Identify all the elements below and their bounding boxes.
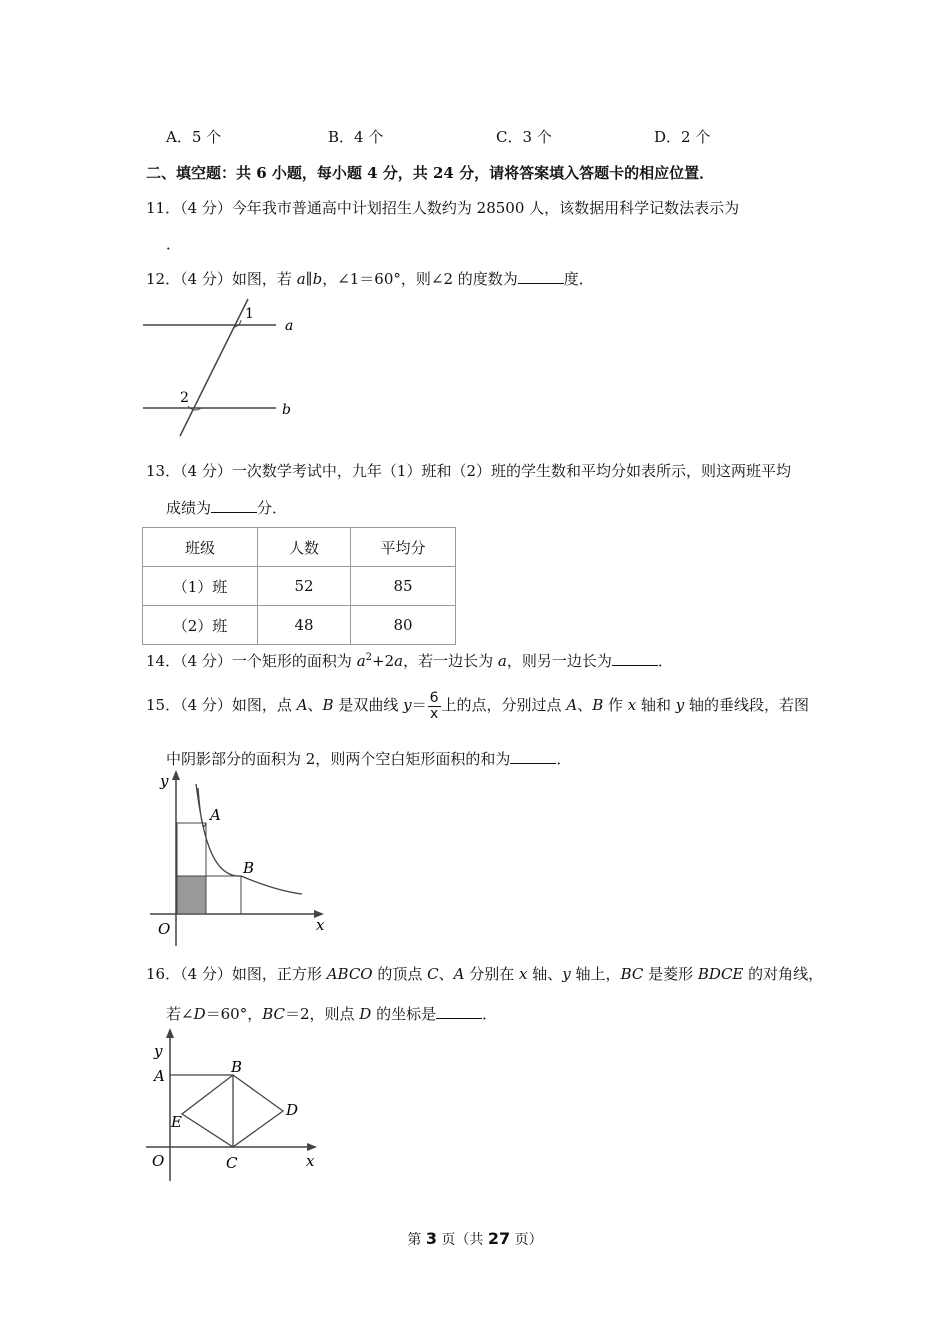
question-12: 12．（4 分）如图，若 a∥b，∠1＝60°，则∠2 的度数为 度． xyxy=(146,270,594,288)
origin-label: O xyxy=(152,1152,165,1170)
question-16: 16．（4 分）如图，正方形 ABCO 的顶点 C、A 分别在 x 轴、y 轴上，BC 是菱形 BDCE 的对角线， xyxy=(146,965,824,983)
y-axis-arrow xyxy=(172,770,180,780)
point-c-label: C xyxy=(226,1154,238,1172)
question-15: 15．（4 分）如图，点 A、B 是双曲线 y＝ $\frac{6}{x}$ 上的点，分别过点 A、B 作 x 轴和 y 轴的垂线段，若图 xyxy=(146,689,810,722)
shaded-rectangle xyxy=(177,876,206,914)
x-label: x xyxy=(306,1152,315,1170)
table-cell: 48 xyxy=(258,606,351,645)
q16-line2: 若∠D＝60°，BC＝2，则点 D 的坐标是 ． xyxy=(166,1005,498,1023)
answer-blank xyxy=(510,749,556,764)
angle-1-label: 1 xyxy=(245,306,254,322)
square-rhombus-figure xyxy=(140,1026,340,1186)
q10-option-d: D．2 个 xyxy=(654,128,711,146)
blank-rectangle-b xyxy=(206,876,241,914)
origin-label: O xyxy=(158,920,171,938)
class-score-table xyxy=(142,527,456,645)
table-cell: 85 xyxy=(351,567,456,606)
point-d-label: D xyxy=(286,1101,299,1119)
page-footer: 第 3 页（共 27 页） xyxy=(407,1229,543,1248)
q10-option-b: B．4 个 xyxy=(328,128,384,146)
point-b-label: B xyxy=(243,859,255,877)
line-b-label: b xyxy=(282,402,291,418)
answer-blank xyxy=(436,1004,482,1019)
table-cell: 80 xyxy=(351,606,456,645)
table-cell: （1）班 xyxy=(143,567,258,606)
blank-rectangle-a xyxy=(177,823,206,876)
question-14: 14．（4 分）一个矩形的面积为 $a^2+2a$，若一边长为 a，则另一边长为 ． xyxy=(146,652,673,670)
question-13: 13．（4 分）一次数学考试中，九年（1）班和（2）班的学生数和平均分如表所示，则这两班平均 xyxy=(146,462,791,480)
point-a-label: A xyxy=(154,1067,165,1085)
table-row xyxy=(143,606,456,645)
answer-blank xyxy=(211,498,257,513)
point-a-label: A xyxy=(210,806,221,824)
table-header: 班级 xyxy=(143,528,258,567)
q15-line2: 中阴影部分的面积为 2，则两个空白矩形面积的和为 ． xyxy=(166,750,572,768)
section-heading: 二、填空题：共 6 小题，每小题 4 分，共 24 分，请将答案填入答题卡的相应位置． xyxy=(146,164,715,182)
table-cell: 52 xyxy=(258,567,351,606)
x-label: x xyxy=(316,916,325,934)
parallel-lines-figure xyxy=(140,296,310,441)
hyperbola-curve xyxy=(196,784,302,894)
table-cell: （2）班 xyxy=(143,606,258,645)
y-label: y xyxy=(160,772,169,790)
answer-blank xyxy=(612,651,658,666)
x-axis-arrow xyxy=(307,1143,317,1151)
point-b-label: B xyxy=(231,1058,243,1076)
point-e-label: E xyxy=(171,1113,182,1131)
fraction-6-over-x: $\frac{6}{x}$ xyxy=(429,689,439,722)
answer-blank xyxy=(518,269,564,284)
q11-end: ． xyxy=(166,235,182,253)
hyperbola-figure xyxy=(140,768,340,953)
table-header: 人数 xyxy=(258,528,351,567)
q10-option-c: C．3 个 xyxy=(496,128,552,146)
y-axis-arrow xyxy=(166,1028,174,1038)
transversal-line xyxy=(180,299,248,436)
question-11: 11．（4 分）今年我市普通高中计划招生人数约为 28500 人，该数据用科学记数法表示为 xyxy=(146,199,740,217)
table-header-row xyxy=(143,528,456,567)
angle-2-label: 2 xyxy=(180,390,189,406)
line-a-label: a xyxy=(285,318,294,334)
table-row xyxy=(143,567,456,606)
q13-line2: 成绩为 分． xyxy=(166,499,288,517)
y-label: y xyxy=(154,1042,163,1060)
q10-option-a: A．5 个 xyxy=(166,128,222,146)
table-header: 平均分 xyxy=(351,528,456,567)
